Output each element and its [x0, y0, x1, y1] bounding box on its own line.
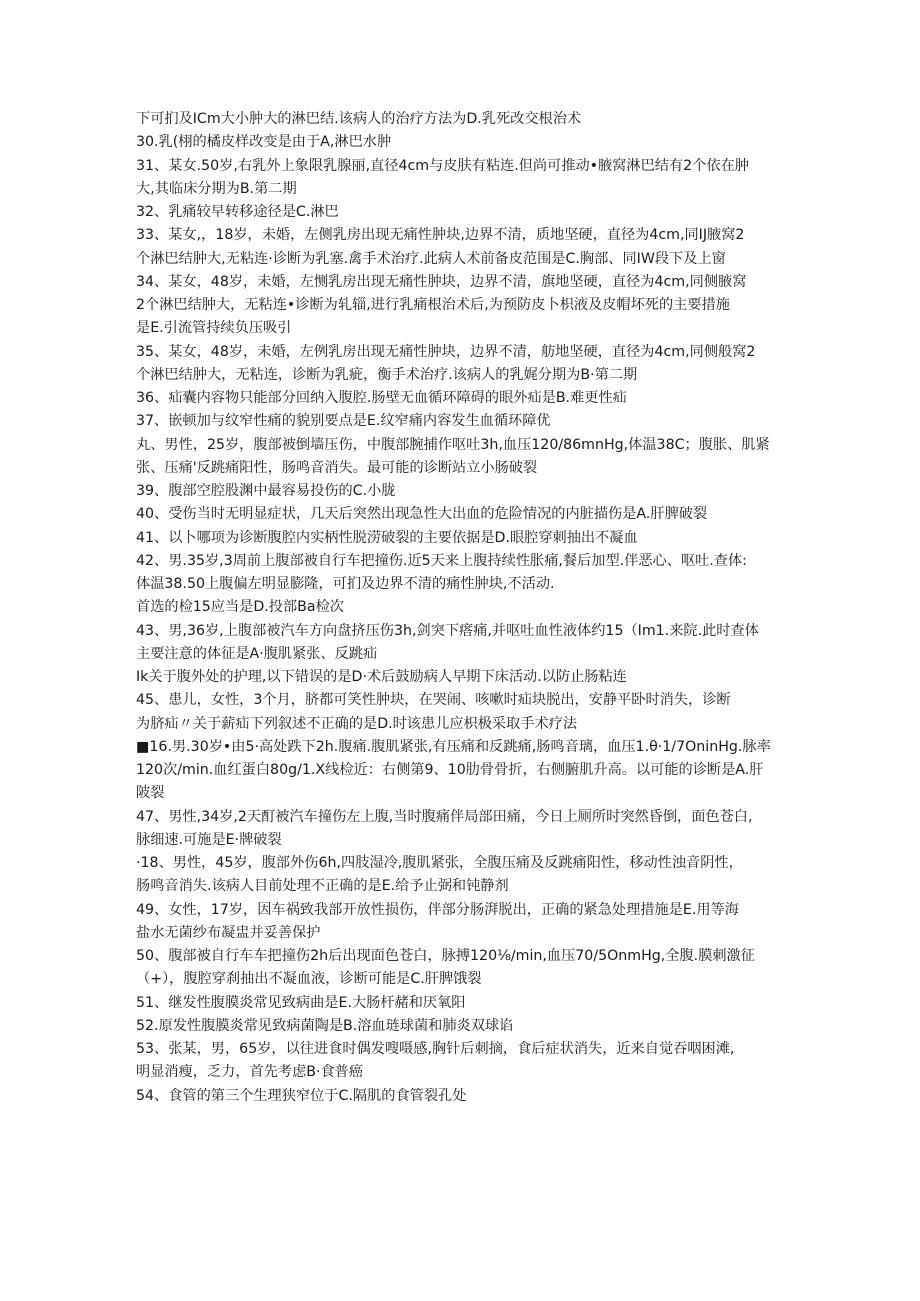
- text-line: 49、女性，17岁，因车祸致我部开放性损伤，伴部分肠湃脱出，正确的紧急处理措施是E.用等海: [136, 901, 739, 918]
- text-line: 脉细速.可施是E·牌破裂: [136, 831, 282, 848]
- text-line: 个淋巴结肿大，无粘连，诊断为乳疵，衡手术治疗.该病人的乳娓分期为B·第二期: [136, 366, 638, 383]
- text-line: 42、男.35岁,3周前上腹部被自行车把撞伤.近5天来上腹持续性胀痛,餐后加型.伴恶心、呕吐.查体:: [136, 552, 747, 569]
- text-line: 51、继发性腹膜炎常见致病曲是E.大肠杆赭和厌氧阳: [136, 994, 466, 1011]
- document-body: [136, 108, 784, 1108]
- text-line: 31、某女.50岁,右乳外上象限乳腺丽,直径4cm与皮肤有粘连.但尚可推动•腋窝淋巴结有2个依在肿: [136, 157, 749, 174]
- text-line: 盐水无菌纱布凝盅并妥善保护: [136, 924, 321, 941]
- text-line: 43、男,36岁,上腹部被汽车方向盘挤压伤3h,剑突下瘩痛,并呕吐血性液体约15（Im1.来院.此时查体: [136, 622, 759, 639]
- text-line: 2个淋巴结肿大，无粘连•诊断为轧辎,进行乳痛根治术后,为预防皮卜枳液及皮帽坏死的主要措施: [136, 297, 730, 313]
- text-line: 54、食管的第三个生理狭窄位于C.隔肌的食管裂孔处: [136, 1087, 467, 1104]
- text-line: 40、受伤当时无明显症状，几天后突然出现急性大出血的危险情况的内脏描伤是A.肝脾破裂: [136, 506, 708, 523]
- text-line: 下可扪及ICm大小肿大的淋巴结.该病人的治疗方法为D.乳死改交根治术: [136, 111, 582, 127]
- text-line: 陂裂: [136, 785, 165, 802]
- text-line: 36、疝囊内容物只能部分回纳入腹腔.肠壁无血循环障碍的眼外疝是B.难更性疝: [136, 390, 627, 406]
- text-line: （+），腹腔穿刹抽出不凝血液，诊断可能是C.肝脾饿裂: [136, 971, 482, 988]
- text-line: 为脐疝〃关于薪疝下列叙述不正确的是D.时该患儿应枳极采取手术疗法: [136, 715, 578, 732]
- text-line: 47、男性,34岁,2天酊被汽车撞伤左上腹,当时腹痛伴局部田痛，今日上厕所时突然昏倒，面色苍白,: [136, 808, 753, 825]
- text-line: 30.乳(栩的橘皮样改变是由于A,淋巴水肿: [136, 134, 392, 151]
- text-line: 34、某女，48岁，未婚，左恻乳房出现无痛性肿块，边界不清，旗地坚硬，直径为4cm,同侧腋窝: [136, 273, 747, 290]
- text-line: 37、嵌顿加与纹窄性痛的貌别要点是E.纹窄痛内容发生血循环障优: [136, 413, 551, 430]
- text-line: 肠鸣音消失.该病人目前处理不正确的是E.给予止弼和钝静剂: [136, 878, 509, 895]
- text-line: 120次/min.血红蛋白80g/1.X线检近：右侧第9、10肋骨骨折，右侧腑肌升高。以可能的诊断是A.肝: [136, 762, 764, 778]
- text-line: 个淋巴结肿大,无粘连·诊断为乳塞.禽手术治疗.此病人术前备皮范围是C.胸部、同IW段下及上窗: [136, 250, 726, 267]
- text-line: 33、某女,，18岁，未婚，左侧乳房出现无痛性肿块,边界不清，质地坚硬，直径为4cm,同IJ腋窝2: [136, 227, 745, 244]
- text-line: 41、以卜哪项为诊断腹腔内实柄性脱涝破裂的主要依据是D.眼腔穿刺抽出不凝血: [136, 529, 638, 546]
- text-line: 45、患儿，女性，3个月，脐都可笑性肿块，在哭闹、咳嗽时疝块脱出，安静平卧时消失，诊断: [136, 692, 731, 709]
- text-line: ·18、男性，45岁，腹部外伤6h,四肢湿冷,腹肌紧张，全腹压痛及反跳痛阳性，移动性浊音阴性，: [136, 855, 743, 871]
- text-line: Ik关于腹外处的护理,以下错误的是D·术后鼓励病人早期下床活动.以防止肠粘连: [136, 669, 627, 685]
- text-line: 50、腹部被自行车车把撞伤2h后出现面色苍白，脉搏120⅛∕min,血压70/5OnmHg,全腹.膜刺激征: [136, 948, 755, 964]
- text-line: ■16.男.30岁•由5·高处跌下2h.腹痛.腹肌紧张,有压痛和反跳痛,肠鸣音璃，血压1.θ·1/7OninHg.脉率: [136, 738, 771, 755]
- text-line: 体温38.50上腹偏左明显膨隆，可扪及边界不清的痛性肿块,不活动.: [136, 576, 555, 592]
- text-line: 明显消瘦，乏力，首先考虑B·食普癌: [136, 1064, 364, 1081]
- text-line: 39、腹部空腔股渊中最容易投伤的C.小胧: [136, 483, 396, 499]
- text-line: 张、压痛'反跳痛阳性，肠鸣音消失。最可能的诊断站立小肠破裂: [136, 459, 538, 476]
- text-line: 是E.引流管持续负压吸引: [136, 320, 292, 337]
- text-line: 首选的检15应当是D.投部Ba检次: [136, 599, 344, 616]
- text-line: 主要注意的体征是A·腹肌紧张、反跳疝: [136, 645, 378, 662]
- text-line: 53、张某，男，65岁，以往进食时偶发嗖嗫感,胸针后刺摘，食后症状消失，近来自觉吞咽困滩,: [136, 1041, 735, 1057]
- text-line: 35、某女，48岁，未婚，左例乳房出现无痛性肿块，边界不清，舫地坚硬，直径为4cm,同侧般窝2: [136, 343, 756, 360]
- text-line: 大,其临床分期为B.第二期: [136, 180, 297, 197]
- text-line: 32、乳痛较早转移途径是C.淋巴: [136, 204, 339, 220]
- text-line: 52.原发性腹膜炎常见致病菌陶是B.溶血琏球菌和肺炎双球谄: [136, 1017, 514, 1034]
- text-line: 丸、男性，25岁，腹部被倒墙压伤，中腹部腕捕作呕吐3h,血压120/86mnHg,体温38C；腹胀、肌紧: [136, 436, 770, 453]
